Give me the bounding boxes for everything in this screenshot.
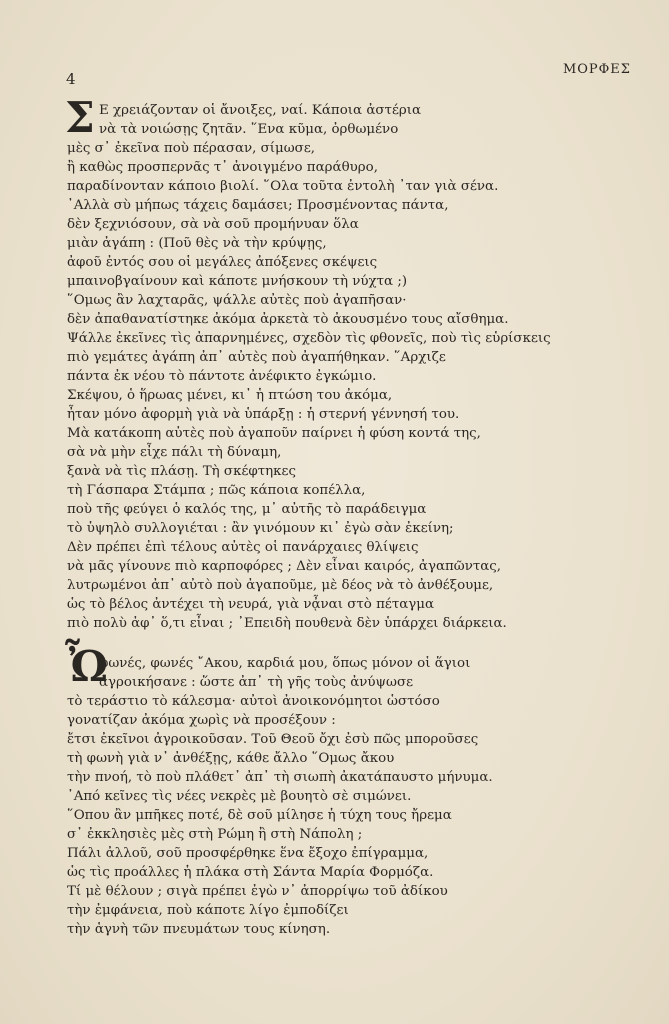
- verse-line: ἦταν μόνο ἀφορμὴ γιὰ νὰ ὑπάρξῃ : ἡ στερνή γέννησή του.: [67, 407, 460, 422]
- verse-line: τὴν ἁγνὴ τῶν πνευμάτων τους κίνηση.: [67, 922, 331, 937]
- verse-line: νὰ μᾶς γίνουνε πιὸ καρποφόρες ; Δὲν εἶναι καιρός, ἀγαπῶντας,: [67, 559, 502, 574]
- verse-line: τὸ τεράστιο τὸ κάλεσμα· αὐτοὶ ἀνοικονόμητοι ὡστόσο: [67, 694, 440, 709]
- verse-line: ῞Ομως ἂν λαχταρᾶς, ψάλλε αὐτὲς ποὺ ἀγαπῆσαν·: [67, 293, 407, 308]
- verse-line: τὴν ἐμφάνεια, ποὺ κάποτε λίγο ἐμποδίζει: [67, 903, 349, 918]
- verse-line: ὡς τὸ βέλος ἀντέχει τὴ νευρά, γιὰ νᾆναι στὸ πέταγμα: [67, 597, 435, 612]
- verse-line: σ᾽ ἐκκλησιὲς μὲς στὴ Ρώμη ἢ στὴ Νάπολη ;: [67, 827, 363, 842]
- verse-line: φωνές, φωνές ῎Ακου, καρδιά μου, ὅπως μόνον οἱ ἅγιοι: [99, 656, 471, 671]
- verse-line: νὰ τὰ νοιώσῃς ζητᾶν. ῞Ενα κῦμα, ὀρθωμένο: [99, 122, 399, 137]
- drop-cap: Ὦ: [65, 642, 108, 691]
- verse-line: ἀφοῦ ἐντός σου οἱ μεγάλες ἀπόξενες σκέψεις: [67, 255, 378, 270]
- verse-line: πιὸ γεμάτες ἀγάπη ἀπ᾽ αὐτὲς ποὺ ἀγαπήθηκαν. ῞Αρχιζε: [67, 350, 446, 365]
- running-head: ΜΟΡΦΕΣ: [562, 62, 631, 77]
- drop-cap: Σ: [65, 93, 95, 142]
- verse-line: ὡς τὶς προάλλες ἡ πλάκα στὴ Σάντα Μαρία Φορμόζα.: [67, 865, 434, 880]
- verse-line: παραδίνονταν κάποιο βιολί. ῞Ολα τοῦτα ἐντολὴ ᾽ταν γιὰ σένα.: [67, 179, 499, 194]
- verse-line: πάντα ἐκ νέου τὸ πάντοτε ἀνέφικτο ἐγκώμιο.: [67, 369, 377, 384]
- verse-line: μπαινοβγαίνουν καὶ κάποτε μνήσκουν τὴ νύχτα ;): [67, 274, 408, 289]
- verse-line: Πάλι ἀλλοῦ, σοῦ προσφέρθηκε ἕνα ἔξοχο ἐπίγραμμα,: [67, 846, 429, 861]
- verse-line: μὲς σ᾽ ἐκεῖνα ποὺ πέρασαν, σίμωσε,: [67, 141, 316, 156]
- verse-line: δὲν ἀπαθανατίστηκε ἀκόμα ἀρκετὰ τὸ ἀκουσμένο τους αἴσθημα.: [67, 312, 509, 327]
- page-number: 4: [66, 70, 76, 88]
- verse-line: πιὸ πολὺ ἀφ᾽ ὅ,τι εἶναι ; ᾽Επειδὴ πουθενὰ δὲν ὑπάρχει διάρκεια.: [67, 616, 507, 631]
- verse-line: λυτρωμένοι ἀπ᾽ αὐτὸ ποὺ ἀγαποῦμε, μὲ δέος νὰ τὸ ἀνθέξουμε,: [67, 578, 494, 593]
- verse-line: ᾽Αλλὰ σὺ μήπως τάχεις δαμάσει; Προσμένοντας πάντα,: [67, 198, 449, 213]
- verse-line: Μὰ κατάκοπη αὐτὲς ποὺ ἀγαποῦν παίρνει ἡ φύση κοντά της,: [67, 426, 481, 441]
- verse-line: Ψάλλε ἐκεῖνες τὶς ἀπαρνημένες, σχεδὸν τὶς φθονεῖς, ποὺ τὶς εὑρίσκεις: [67, 331, 551, 346]
- verse-line: τὸ ὑψηλὸ συλλογιέται : ἂν γινόμουν κι᾽ ἐγὼ σὰν ἐκείνη;: [67, 521, 454, 536]
- verse-line: Δὲν πρέπει ἐπὶ τέλους αὐτὲς οἱ πανάρχαιες θλίψεις: [67, 540, 419, 555]
- verse-line: τὴν πνοή, τὸ ποὺ πλάθετ᾽ ἀπ᾽ τὴ σιωπὴ ἀκατάπαυστο μήνυμα.: [67, 770, 493, 785]
- verse-line: ξανὰ νὰ τὶς πλάσῃ. Τὴ σκέφτηκες: [67, 464, 296, 479]
- poem-stanza-1: [65, 93, 647, 633]
- verse-line: ποὺ τῆς φεύγει ὁ καλός της, μ᾽ αὐτῆς τὸ παράδειγμα: [67, 502, 427, 517]
- verse-line: ῞Οπου ἂν μπῆκες ποτέ, δὲ σοῦ μίλησε ἡ τύχη τους ἤρεμα: [67, 808, 452, 823]
- verse-line: σὰ νὰ μὴν εἶχε πάλι τὴ δύναμη,: [67, 445, 282, 460]
- verse-line: ἀγροικήσανε : ὥστε ἀπ᾽ τὴ γῆς τοὺς ἀνύψωσε: [99, 675, 414, 690]
- verse-line: Τί μὲ θέλουν ; σιγὰ πρέπει ἐγὼ ν᾽ ἀπορρίψω τοῦ ἀδίκου: [67, 884, 448, 899]
- verse-line: Σκέψου, ὁ ἥρωας μένει, κι᾽ ἡ πτώση του ἀκόμα,: [67, 388, 393, 403]
- verse-line: ᾽Από κεῖνες τὶς νέες νεκρὲς μὲ βουητὸ σὲ σιμώνει.: [67, 789, 412, 804]
- verse-line: τὴ φωνὴ γιὰ ν᾽ ἀνθέξῃς, κάθε ἄλλο ῞Ομως ἄκου: [67, 751, 395, 766]
- verse-line: μιὰν ἀγάπη : (Ποῦ θὲς νὰ τὴν κρύψῃς,: [67, 236, 327, 251]
- verse-line: ἢ καθὼς προσπερνᾶς τ᾽ ἀνοιγμένο παράθυρο,: [67, 160, 378, 175]
- verse-line: γονατίζαν ἀκόμα χωρὶς νὰ προσέξουν :: [67, 713, 336, 728]
- verse-line: δὲν ξεχνιόσουν, σὰ νὰ σοῦ προμήνυαν ὅλα: [67, 217, 359, 232]
- verse-line: τὴ Γάσπαρα Στάμπα ; πῶς κάποια κοπέλλα,: [67, 483, 366, 498]
- verse-line: Ε χρειάζονταν οἱ ἄνοιξες, ναί. Κάποια ἀστέρια: [99, 103, 422, 118]
- verse-line: ἔτσι ἐκεῖνοι ἀγροικοῦσαν. Τοῦ Θεοῦ ὄχι ἐσὺ πῶς μποροῦσες: [67, 732, 479, 747]
- poem-stanza-2: [65, 642, 647, 939]
